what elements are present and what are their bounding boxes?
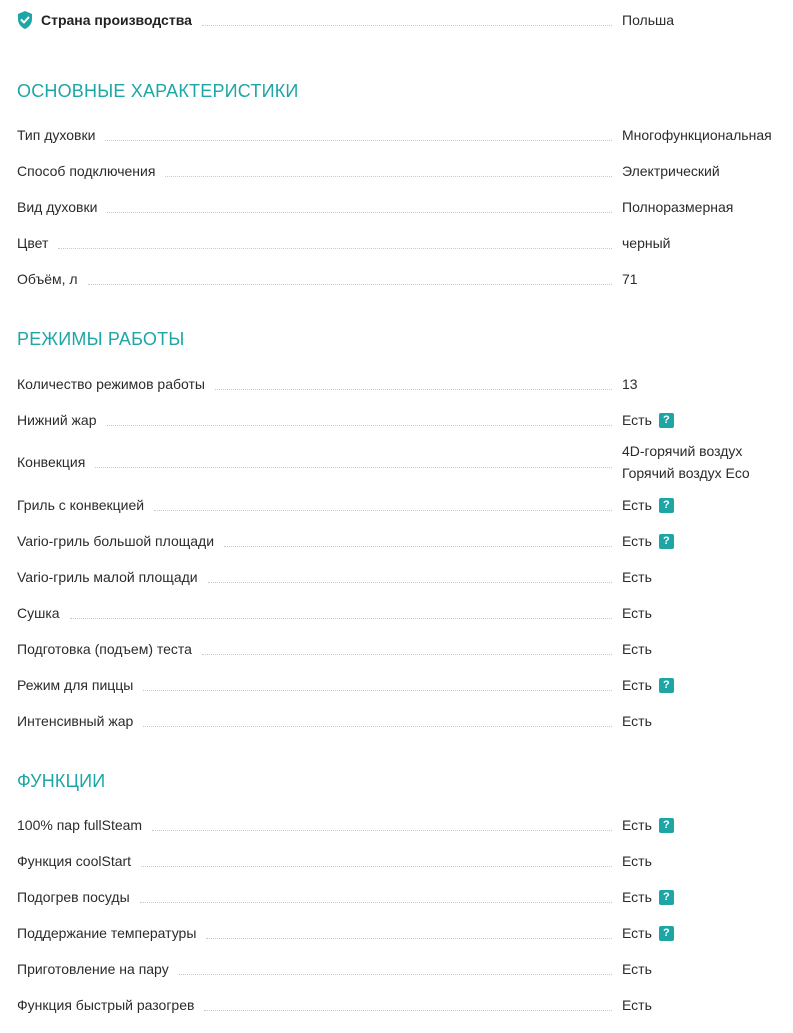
spec-label: Нижний жар	[17, 412, 97, 428]
dotted-leader	[215, 389, 612, 390]
spec-value: Полноразмерная	[622, 199, 734, 215]
dotted-leader	[107, 212, 612, 213]
dotted-leader	[152, 830, 612, 831]
spec-row-country	[17, 10, 793, 30]
spec-row	[17, 995, 793, 1015]
spec-label: Vario-гриль большой площади	[17, 533, 215, 549]
spec-label: Цвет	[17, 235, 49, 251]
dotted-leader	[165, 176, 612, 177]
question-icon[interactable]: ?	[659, 926, 674, 941]
spec-label: Способ подключения	[17, 163, 156, 179]
spec-row	[17, 233, 793, 253]
spec-row	[17, 197, 793, 217]
spec-label: Страна производства	[41, 12, 192, 28]
dotted-leader	[143, 690, 612, 691]
section-title-modes: РЕЖИМЫ РАБОТЫ	[17, 329, 185, 349]
spec-label: Vario-гриль малой площади	[17, 569, 198, 585]
spec-label: Сушка	[17, 605, 60, 621]
dotted-leader	[70, 618, 612, 619]
spec-value: Есть	[622, 713, 652, 729]
dotted-leader	[204, 1010, 612, 1011]
spec-value: Есть ?	[622, 889, 793, 905]
spec-value: Есть	[622, 961, 652, 977]
dotted-leader	[154, 510, 612, 511]
question-icon[interactable]: ?	[659, 678, 674, 693]
spec-row	[17, 410, 793, 430]
section-title-functions: ФУНКЦИИ	[17, 771, 106, 791]
spec-row	[17, 567, 793, 587]
spec-value: Многофункциональная	[622, 127, 772, 143]
dotted-leader	[107, 425, 613, 426]
spec-row	[17, 603, 793, 623]
spec-value: 4D-горячий воздух Горячий воздух Eco	[622, 443, 750, 481]
spec-value: 13	[622, 376, 638, 392]
spec-label: Функция быстрый разогрев	[17, 997, 195, 1013]
dotted-leader	[224, 546, 612, 547]
spec-row	[17, 923, 793, 943]
dotted-leader	[143, 726, 612, 727]
spec-value: черный	[622, 235, 671, 251]
question-icon[interactable]: ?	[659, 890, 674, 905]
spec-label: Функция coolStart	[17, 853, 132, 869]
spec-label: Поддержание температуры	[17, 925, 197, 941]
spec-value: Есть ?	[622, 497, 793, 513]
dotted-leader	[105, 140, 612, 141]
spec-value: 71	[622, 271, 638, 287]
spec-label: Приготовление на пару	[17, 961, 169, 977]
spec-value: Есть	[622, 853, 652, 869]
dotted-leader	[58, 248, 612, 249]
spec-label: Режим для пиццы	[17, 677, 134, 693]
dotted-leader	[140, 902, 612, 903]
spec-value: Есть	[622, 641, 652, 657]
dotted-leader	[208, 582, 612, 583]
spec-row	[17, 269, 793, 289]
spec-value: Электрический	[622, 163, 720, 179]
spec-label: Подготовка (подъем) теста	[17, 641, 192, 657]
spec-value: Есть	[622, 997, 652, 1013]
question-icon[interactable]: ?	[659, 534, 674, 549]
spec-row	[17, 675, 793, 695]
spec-row	[17, 959, 793, 979]
question-icon[interactable]: ?	[659, 498, 674, 513]
spec-row	[17, 125, 793, 145]
spec-row	[17, 440, 793, 484]
spec-value: Есть ?	[622, 533, 793, 549]
dotted-leader	[179, 974, 612, 975]
spec-label: Гриль с конвекцией	[17, 497, 145, 513]
dotted-leader	[206, 938, 612, 939]
spec-label: Тип духовки	[17, 127, 96, 143]
spec-row	[17, 815, 793, 835]
spec-row	[17, 711, 793, 731]
spec-label: Объём, л	[17, 271, 78, 287]
section-title-main: ОСНОВНЫЕ ХАРАКТЕРИСТИКИ	[17, 81, 299, 101]
spec-value: Есть ?	[622, 412, 793, 428]
spec-row	[17, 495, 793, 515]
spec-label: Количество режимов работы	[17, 376, 205, 392]
spec-value: Есть ?	[622, 925, 793, 941]
spec-value: Есть ?	[622, 677, 793, 693]
spec-value: Есть	[622, 605, 652, 621]
spec-row	[17, 639, 793, 659]
spec-label: Интенсивный жар	[17, 713, 134, 729]
spec-value: Есть ?	[622, 817, 793, 833]
dotted-leader	[95, 467, 612, 468]
spec-row	[17, 161, 793, 181]
spec-row	[17, 531, 793, 551]
spec-label: Вид духовки	[17, 199, 98, 215]
spec-label: 100% пар fullSteam	[17, 817, 143, 833]
question-icon[interactable]: ?	[659, 818, 674, 833]
spec-value: Есть	[622, 569, 652, 585]
question-icon[interactable]: ?	[659, 413, 674, 428]
spec-label: Подогрев посуды	[17, 889, 130, 905]
spec-row	[17, 374, 793, 394]
spec-row	[17, 851, 793, 871]
spec-value: Польша	[622, 12, 675, 28]
dotted-leader	[141, 866, 612, 867]
spec-label: Конвекция	[17, 454, 86, 470]
dotted-leader	[88, 284, 612, 285]
dotted-leader	[202, 654, 612, 655]
shield-check-icon	[17, 11, 33, 29]
dotted-leader	[202, 25, 612, 26]
spec-row	[17, 887, 793, 907]
